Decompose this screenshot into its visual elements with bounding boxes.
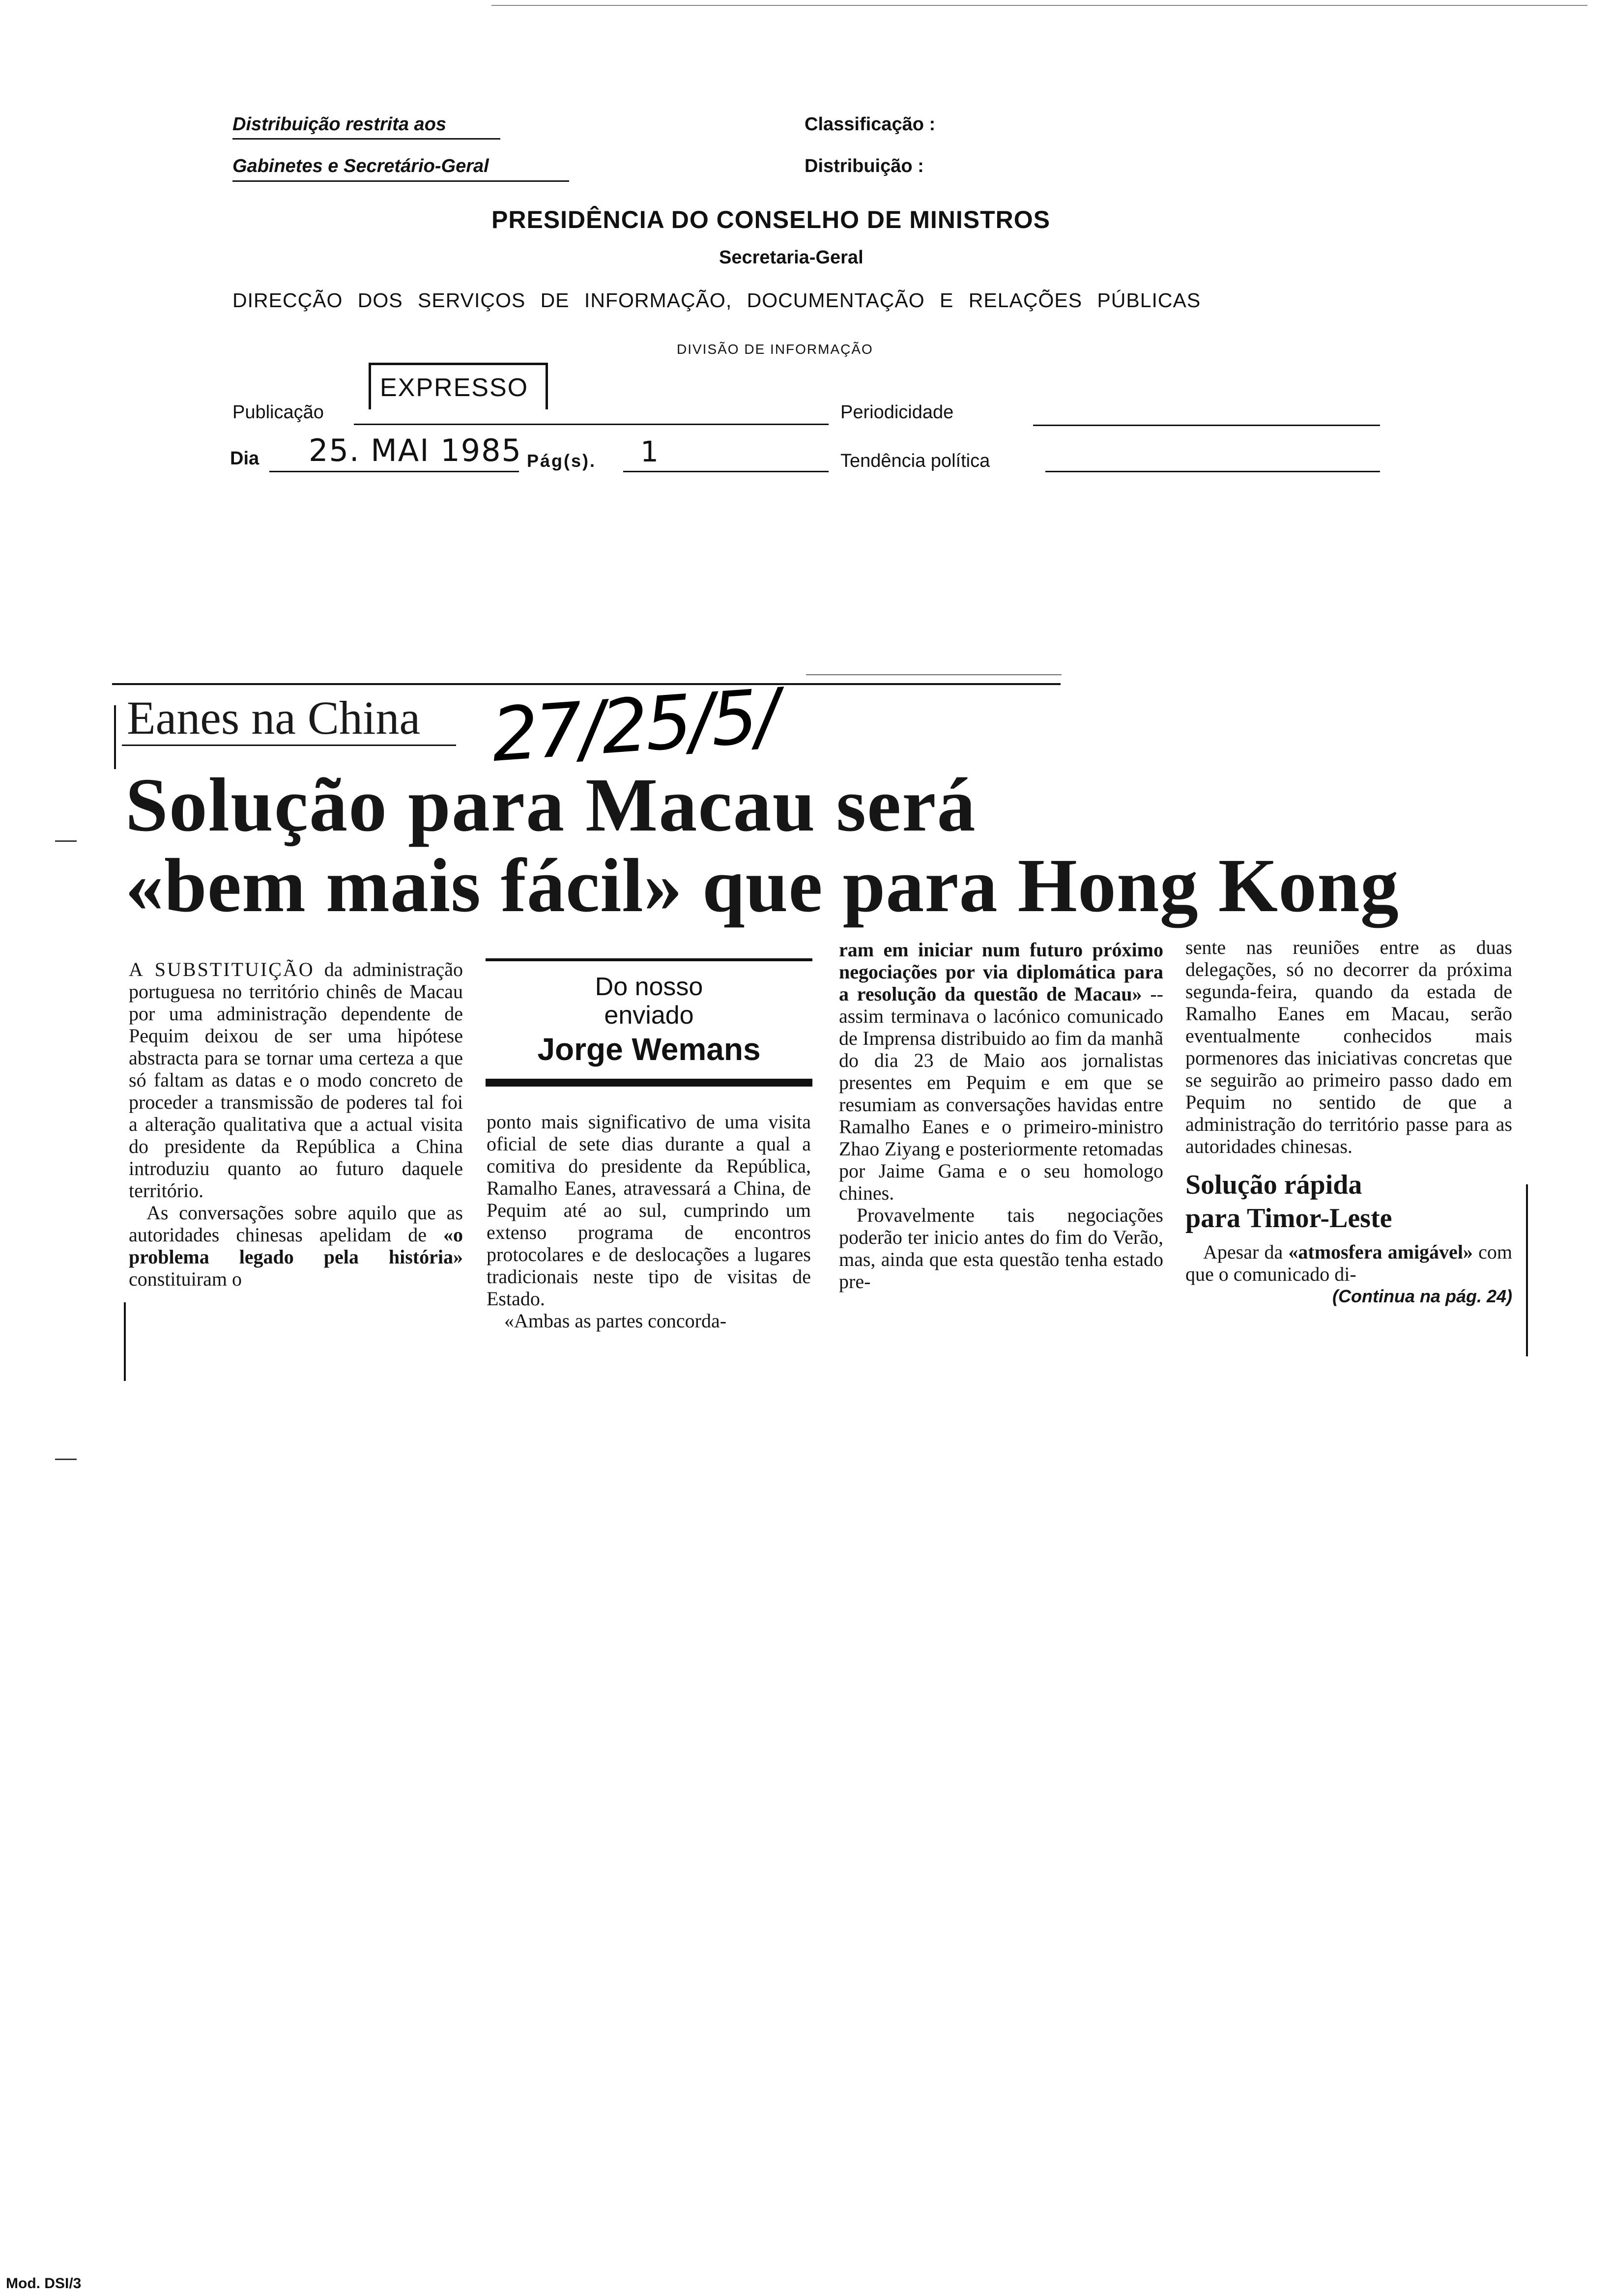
day-label: Dia (230, 448, 259, 469)
col4-subhead-line1: Solução rápida (1185, 1170, 1362, 1200)
publication-label: Publicação (232, 402, 324, 423)
direction-title: DIRECÇÃO DOS SERVIÇOS DE INFORMAÇÃO, DOCUMENTAÇÃO E RELAÇÕES PÚBLICAS (232, 289, 1201, 312)
periodicity-field-line (1033, 425, 1380, 426)
scan-mark-left-2 (55, 1459, 77, 1460)
secretariat: Secretaria-Geral (719, 247, 864, 268)
day-value: 25. MAI 1985 (309, 432, 522, 468)
distribution-label: Distribuição : (805, 156, 924, 176)
pages-label: Pág(s). (527, 451, 597, 471)
pages-field-line (623, 471, 829, 472)
distribution-underline2 (232, 180, 569, 182)
distribution-underline1 (232, 138, 500, 140)
headline-line2: «bem mais fácil» que para Hong Kong (125, 843, 1399, 928)
col1-paragraph-1: da administração portuguesa no território chinês de Macau por uma administração dependente de Pequim deixou de ser uma hipótese abstracta para se tornar uma certeza a que só faltam as datas e o modo concreto de proceder a transmissão de poderes tal foi a alteração qualitativa que a actual visita do presidente da República a China introduziu quanto ao futuro daquele território. (129, 958, 463, 1202)
kicker-underline (122, 745, 456, 746)
col3-paragraph-1-bold: ram em iniciar num futuro próximo negociações por via diplomática para a resolução da questão de Macau» (839, 939, 1163, 1005)
article-column-4 (1185, 936, 1512, 1307)
continues-note: (Continua na pág. 24) (1332, 1286, 1512, 1306)
article-top-rule (112, 683, 1061, 685)
scan-mark-left (55, 840, 77, 842)
dropcap: A SUBSTITUIÇÃO (129, 958, 315, 980)
byline-intro: Do nosso (595, 973, 703, 1001)
publication-field-line (354, 424, 829, 425)
col1-paragraph-2a: As conversações sobre aquilo que as autoridades chinesas apelidam de (129, 1202, 463, 1246)
kicker: Eanes na China (127, 691, 421, 744)
col4-subhead-line2: para Timor-Leste (1185, 1203, 1392, 1234)
col4-paragraph-2-bold: «atmosfera amigável» (1288, 1241, 1473, 1263)
col4-paragraph-2b: com que o comunicado di- (1185, 1241, 1512, 1285)
tendency-label: Tendência política (840, 451, 990, 471)
article-column-3 (839, 939, 1163, 1292)
col4-right-bar (1526, 1184, 1528, 1356)
publication-stamp (369, 363, 548, 409)
handwritten-note: 27/25/5/ (489, 673, 780, 779)
col3-paragraph-2: Provavelmente tais negociações poderão ter inicio antes do fim do Verão, mas, ainda que esta questão tenha estado pre- (839, 1204, 1163, 1292)
article-column-1 (129, 958, 463, 1290)
col1-left-bar (124, 1302, 126, 1381)
form-code: Mod. DSI/3 (6, 2275, 82, 2292)
byline-bottom-rule (486, 1079, 812, 1087)
col4-paragraph-2a: Apesar da (1203, 1241, 1289, 1263)
byline-role: enviado (604, 1001, 694, 1030)
col1-paragraph-2b: constituiram o (129, 1268, 242, 1290)
publication-stamp-text: EXPRESSO (380, 373, 529, 402)
top-rule (491, 5, 1587, 6)
col1-paragraph-2-bold: «o problema legado pela história» (129, 1224, 463, 1268)
day-field-line (269, 471, 519, 472)
col3-paragraph-1: -- assim terminava o lacónico comunicado de Imprensa distribuido ao fim da manhã do dia 23 de Maio aos jornalistas presentes em Pequim e em que se resumiam as conversações havidas entre Ramalho Eanes e o primeiro-ministro Zhao Ziyang e posteriormente retomadas por Jaime Gama e o seu homologo chines. (839, 983, 1163, 1204)
headline-line1: Solução para Macau será (125, 762, 977, 847)
tendency-field-line (1045, 471, 1380, 472)
col2-paragraph-2: «Ambas as partes concorda- (504, 1310, 727, 1332)
article-column-2 (487, 1111, 811, 1332)
office-title: PRESIDÊNCIA DO CONSELHO DE MINISTROS (491, 206, 1051, 233)
pages-value: 1 (640, 435, 659, 468)
distribution-line1: Distribuição restrita aos (232, 114, 447, 135)
article-top-rule-faint (806, 674, 1062, 675)
classification-label: Classificação : (805, 114, 936, 135)
distribution-line2: Gabinetes e Secretário-Geral (232, 156, 489, 176)
division-title: DIVISÃO DE INFORMAÇÃO (677, 342, 873, 357)
col4-paragraph-1: sente nas reuniões entre as duas delegações, só no decorrer da próxima segunda-feira, quando da estada de Ramalho Eanes em Macau, serão eventualmente conhecidos mais pormenores das iniciativas concretas que se seguirão ao primeiro passo dado em Pequim no sentido de que a administração do território passe para as autoridades chinesas. (1185, 936, 1512, 1157)
col4-subhead (1185, 1168, 1512, 1235)
kicker-left-rule (114, 705, 116, 769)
byline-name: Jorge Wemans (537, 1032, 761, 1067)
byline-top-rule (486, 958, 812, 961)
col2-paragraph-1: ponto mais significativo de uma visita oficial de sete dias durante a qual a comitiva do presidente da República, Ramalho Eanes, atravessará a China, de Pequim até ao sul, cumprindo um extenso programa de encontros protocolares e de deslocações a lugares tradicionais neste tipo de visitas de Estado. (487, 1111, 811, 1310)
periodicity-label: Periodicidade (840, 402, 954, 423)
